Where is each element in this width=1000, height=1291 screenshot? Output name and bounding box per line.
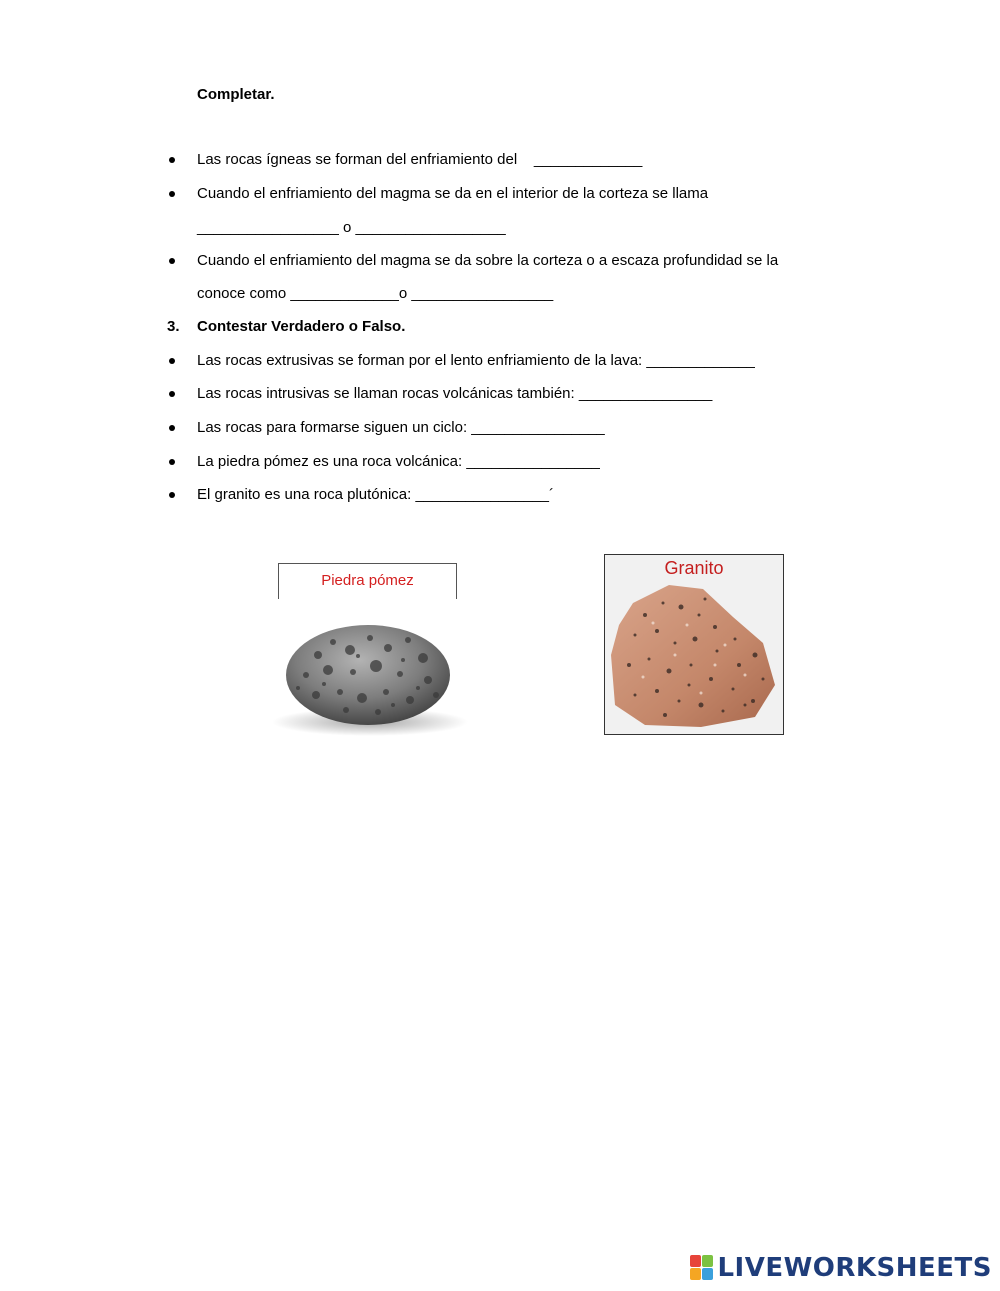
liveworksheets-logo	[690, 1253, 992, 1283]
section-title: Contestar Verdadero o Falso.	[197, 318, 406, 335]
tf-item-1: Las rocas extrusivas se forman por el lento enfriamiento de la lava: _____________	[197, 352, 755, 369]
bullet-icon	[169, 391, 175, 397]
bullet-icon	[169, 459, 175, 465]
fill-item-2: Cuando el enfriamiento del magma se da en el interior de la corteza se llama	[197, 185, 709, 202]
section-number: 3.	[167, 318, 180, 335]
tf-item-3: Las rocas para formarse siguen un ciclo: ________________	[197, 419, 605, 436]
bullet-icon	[169, 492, 175, 498]
bullet-icon	[169, 157, 175, 163]
bullet-icon	[169, 358, 175, 364]
granite-caption: Granito	[664, 558, 724, 578]
bullet-icon	[169, 191, 175, 197]
bullet-icon	[169, 425, 175, 431]
logo-text: LIVEWORKSHEETS	[717, 1253, 992, 1283]
fill-item-2-continued: _________________ o __________________	[197, 219, 506, 236]
pumice-caption: Piedra pómez	[278, 563, 457, 599]
bullet-icon	[169, 258, 175, 264]
granite-image-frame	[604, 554, 784, 735]
fill-item-1: Las rocas ígneas se forman del enfriamiento del _____________	[197, 151, 643, 168]
heading-completar: Completar.	[197, 86, 275, 103]
pumice-stone-image	[258, 600, 498, 760]
granite-rock-image	[605, 555, 782, 733]
tf-item-5: El granito es una roca plutónica: ________________´	[197, 486, 554, 503]
tf-item-4: La piedra pómez es una roca volcánica: ________________	[197, 453, 600, 470]
fill-item-3: Cuando el enfriamiento del magma se da sobre la corteza o a escaza profundidad se la	[197, 252, 779, 269]
fill-item-3-continued: conoce como _____________o _________________	[197, 285, 554, 302]
tf-item-2: Las rocas intrusivas se llaman rocas volcánicas también: ________________	[197, 385, 713, 402]
logo-blocks-icon	[690, 1255, 714, 1281]
